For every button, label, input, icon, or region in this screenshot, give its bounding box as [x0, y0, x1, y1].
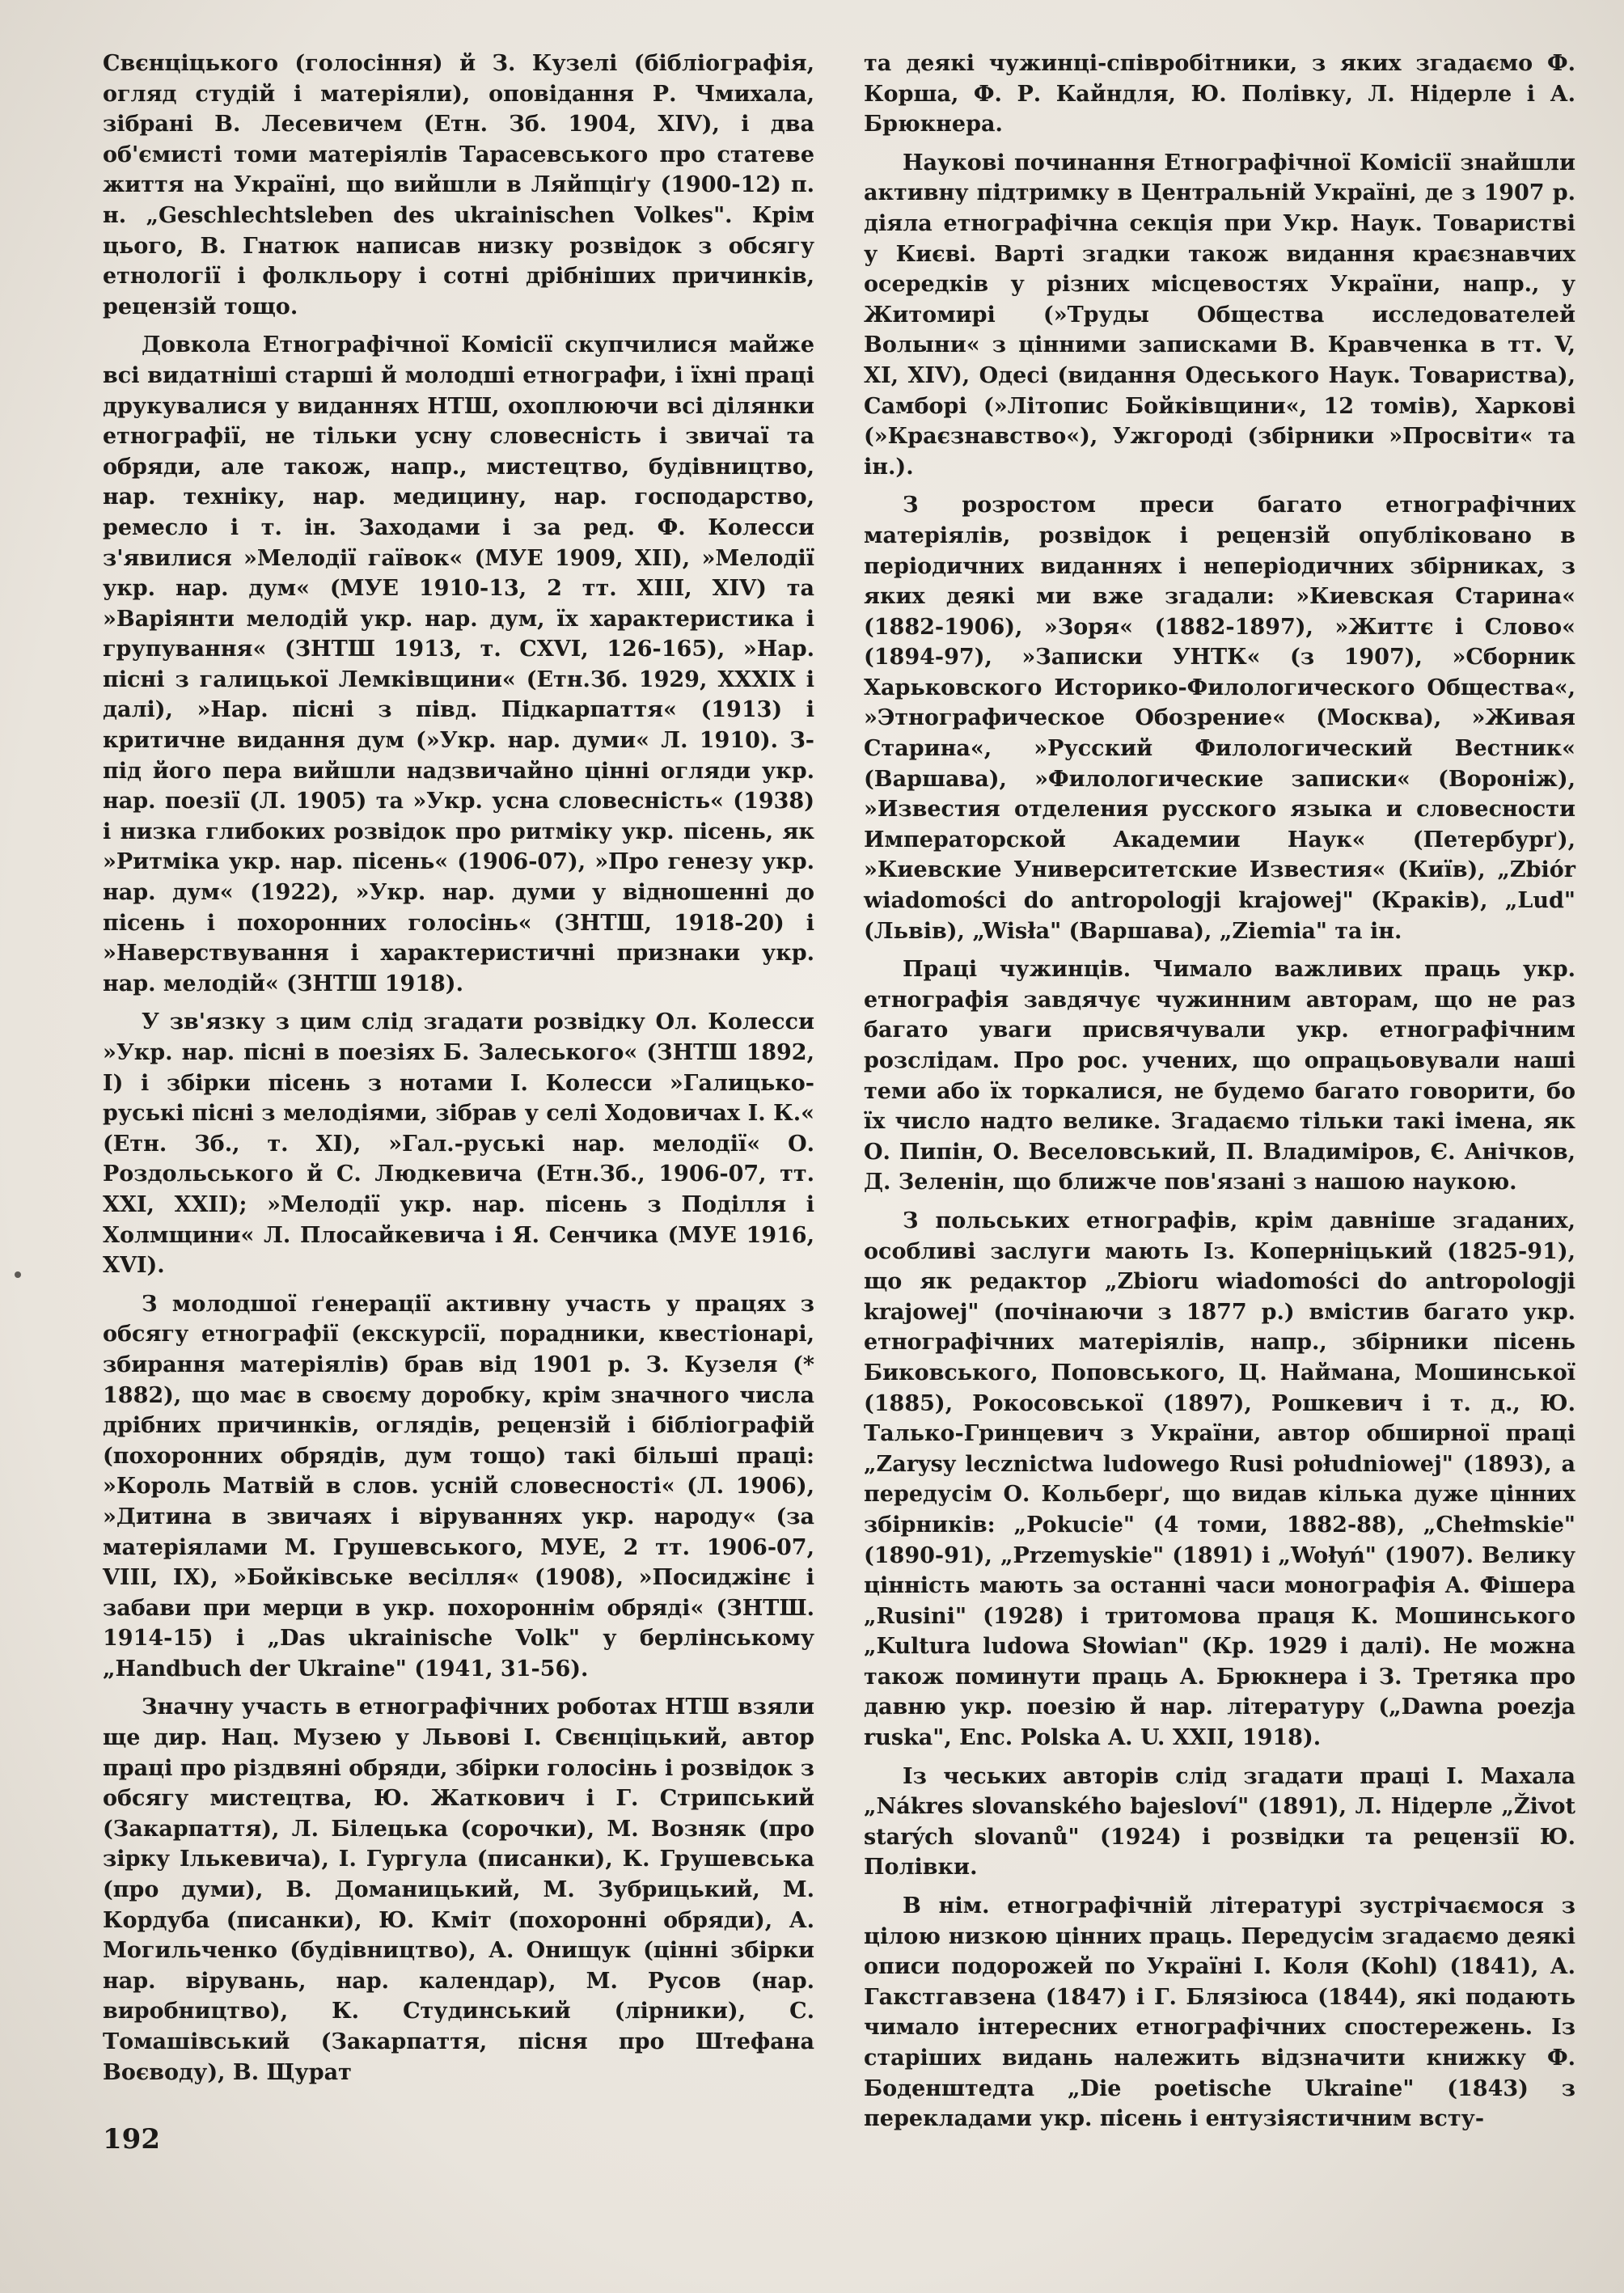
right-column: [864, 49, 1575, 2143]
left-column: [103, 49, 814, 2096]
paragraph: З молодшої ґенерації активну участь у працях з обсягу етнографії (екскурсії, порадники, квестіонарі, збирання матеріялів) брав від 1901 р. З. Кузеля (* 1882), що має в своєму доробку, крім значного числа дрібних причинків, оглядів, рецензій і бібліографій (похоронних обрядів, дум тощо) такі більші праці: »Король Матвій в слов. усній словесності« (Л. 1906), »Дитина в звичаях і віруваннях укр. народу« (за матеріялами М. Грушевського, МУЕ, 2 тт. 1906-07, VIII, IX), »Бойківське весілля« (1908), »Посиджінє і забави при мерци в укр. похороннім обряді« (ЗНТШ. 1914-15) і „Das ukrainische Volk" у берлінському „Handbuch der Ukraine" (1941, 31-56).: [103, 1291, 814, 1682]
paragraph: З польських етнографів, крім давніше згаданих, особливі заслуги мають Із. Коперніцький (1825-91), що як редактор „Zbioru wiadomości do antropologji krajowej" (почінаючи з 1877 р.) вмістив багато укр. етнографічних матеріялів, напр., збірники пісень Биковського, Поповського, Ц. Наймана, Мошинської (1885), Рокосовської (1897), Рошкевич і т. д., Ю. Талько-Гринцевич з України, автор обширної праці „Zarysy lecznictwa ludowego Rusi południowej" (1893), а передусім О. Кольберґ, що видав кілька дуже цінних збірників: „Pokucie" (4 томи, 1882-88), „Chełmskie" (1890-91), „Przemyskie" (1891) і „Wołyń" (1907). Велику цінність мають за останні часи монографія А. Фішера „Rusini" (1928) і тритомова праця К. Мошинського „Kultura ludowa Słowian" (Кр. 1929 і далі). Не можна також поминути праць А. Брюкнера і З. Третяка про давню укр. поезію й нар. літературу („Dawna poezja ruska", Enc. Polska A. U. XXII, 1918).: [864, 1208, 1575, 1751]
page-number: 192: [103, 2123, 160, 2156]
paragraph: Свєнціцького (голосіння) й З. Кузелі (бібліографія, огляд студій і матеріяли), оповідання Р. Чмихала, зібрані В. Лесевичем (Етн. Зб. 1904, XIV), і два об'ємисті томи матеріялів Тарасевського про статеве життя на Україні, що вийшли в Ляйпціґу (1900-12) п. н. „Geschlechtsleben des ukrainischen Volkes". Крім цього, В. Гнатюк написав низку розвідок з обсягу етнології і фолкльору і сотні дрібніших причинків, рецензій тощо.: [103, 51, 814, 319]
paragraph: та деякі чужинці-співробітники, з яких згадаємо Ф. Корша, Ф. Р. Кайндля, Ю. Полівку, Л. Нідерле і А. Брюкнера.: [864, 51, 1575, 137]
paragraph: З розростом преси багато етнографічних матеріялів, розвідок і рецензій опубліковано в періодичних виданнях і неперіодичних збірниках, з яких деякі ми вже згадали: »Киевская Старина« (1882-1906), »Зоря« (1882-1897), »Життє і Слово« (1894-97), »Записки УНТК« (з 1907), »Сборник Харьковского Историко-Филологического Общества«, »Этнографическое Обозрение« (Москва), »Живая Старина«, »Русский Филологический Вестник« (Варшава), »Филологические записки« (Вороніж), »Известия отделения русского языка и словесности Императорской Академии Наук« (Петербурґ), »Киевские Университетские Известия« (Київ), „Zbiór wiadomości do antropologji krajowej" (Краків), „Lud" (Львів), „Wisła" (Варшава), „Ziemia" та ін.: [864, 493, 1575, 944]
paragraph: Праці чужинців. Чимало важливих праць укр. етнографія завдячує чужинним авторам, що не раз багато уваги присвячували укр. етнографічним розслідам. Про рос. учених, що опрацьовували наші теми або їх торкалися, не будемо багато говорити, бо їх число надто велике. Згадаємо тільки такі імена, як О. Пипін, О. Веселовський, П. Владиміров, Є. Анічков, Д. Зеленін, що ближче пов'язані з нашою наукою.: [864, 957, 1575, 1195]
ink-spot: [15, 1271, 21, 1278]
paragraph: Значну участь в етнографічних роботах НТШ взяли ще дир. Нац. Музею у Львові І. Свєнціцький, автор праці про різдвяні обряди, збірки голосінь і розвідок з обсягу мистецтва, Ю. Жаткович і Г. Стрипський (Закарпаття), Л. Білецька (сорочки), М. Возняк (про зірку Ількевича), І. Гургула (писанки), К. Грушевська (про думи), В. Доманицький, М. Зубрицький, М. Кордуба (писанки), Ю. Кміт (похоронні обряди), А. Могильченко (будівництво), А. Онищук (цінні збірки нар. вірувань, нар. календар), М. Русов (нар. виробництво), К. Студинський (лірники), С. Томашівський (Закарпаття, пісня про Штефана Воєводу), В. Щурат: [103, 1694, 814, 2085]
paragraph: Із чеських авторів слід згадати праці І. Махала „Nákres slovanského bajesloví" (1891), Л. Нідерле „Život starých slovanů" (1924) і розвідки та рецензії Ю. Полівки.: [864, 1763, 1575, 1881]
paragraph: Довкола Етнографічної Комісії скупчилися майже всі видатніші старші й молодші етнографи, і їхні праці друкувалися у виданнях НТШ, охоплюючи всі ділянки етнографії, не тільки усну словесність і звичаї та обряди, але також, напр., мистецтво, будівництво, нар. техніку, нар. медицину, нар. господарство, ремесло і т. ін. Заходами і за ред. Ф. Колесси з'явилися »Мелодії гаївок« (МУЕ 1909, XII), »Мелодії укр. нар. дум« (МУЕ 1910-13, 2 тт. XIII, XIV) та »Варіянти мелодій укр. нар. дум, їх характеристика і групування« (ЗНТШ 1913, т. CXVI, 126-165), »Нар. пісні з галицької Лемківщини« (Етн.Зб. 1929, XXXIX і далі), »Нар. пісні з півд. Підкарпаття« (1913) і критичне видання дум (»Укр. нар. думи« Л. 1910). З-під його пера вийшли надзвичайно цінні огляди укр. нар. поезії (Л. 1905) та »Укр. усна словесність« (1938) і низка глибоких розвідок про ритміку укр. пісень, як »Ритміка укр. нар. пісень« (1906-07), »Про генезу укр. нар. дум« (1922), »Укр. нар. думи у відношенні до пісень і похоронних голосінь« (ЗНТШ, 1918-20) і »Наверствування і характеристичні признаки укр. нар. мелодій« (ЗНТШ 1918).: [103, 332, 814, 996]
paragraph: В нім. етнографічній літературі зустрічаємося з цілою низкою цінних праць. Передусім згадаємо деякі описи подорожей по Україні І. Коля (Kohl) (1841), А. Гакстгавзена (1847) і Г. Блязіюса (1844), які подають чимало інтересних етнографічних спостережень. Із старіших видань належить відзначити книжку Ф. Боденштедта „Die poetische Ukraine" (1843) з перекладами укр. пісень і ентузіястичним всту-: [864, 1893, 1575, 2132]
paragraph: Наукові починання Етнографічної Комісії знайшли активну підтримку в Центральній Україні, де з 1907 р. діяла етнографічна секція при Укр. Наук. Товаристві у Києві. Варті згадки також видання краєзнавчих осередків у різних місцевостях України, напр., у Житомирі (»Труды Общества исследователей Волыни« з цінними записками В. Кравченка в тт. V, XI, XIV), Одесі (видання Одеського Наук. Товариства), Самборі (»Літопис Бойківщини«, 12 томів), Харкові (»Краєзнавство«), Ужгороді (збірники »Просвіти« та ін.).: [864, 150, 1575, 480]
paragraph: У зв'язку з цим слід згадати розвідку Ол. Колесси »Укр. нар. пісні в поезіях Б. Залеського« (ЗНТШ 1892, I) і збірки пісень з нотами І. Колесси »Галицько-руські пісні з мелодіями, зібрав у селі Ходовичах І. К.« (Етн. Зб., т. XI), »Гал.-руські нар. мелодії« О. Роздольського й С. Людкевича (Етн.Зб., 1906-07, тт. XXI, XXII); »Мелодії укр. нар. пісень з Поділля і Холмщини« Л. Плосайкевича і Я. Сенчика (МУЕ 1916, XVI).: [103, 1009, 814, 1279]
